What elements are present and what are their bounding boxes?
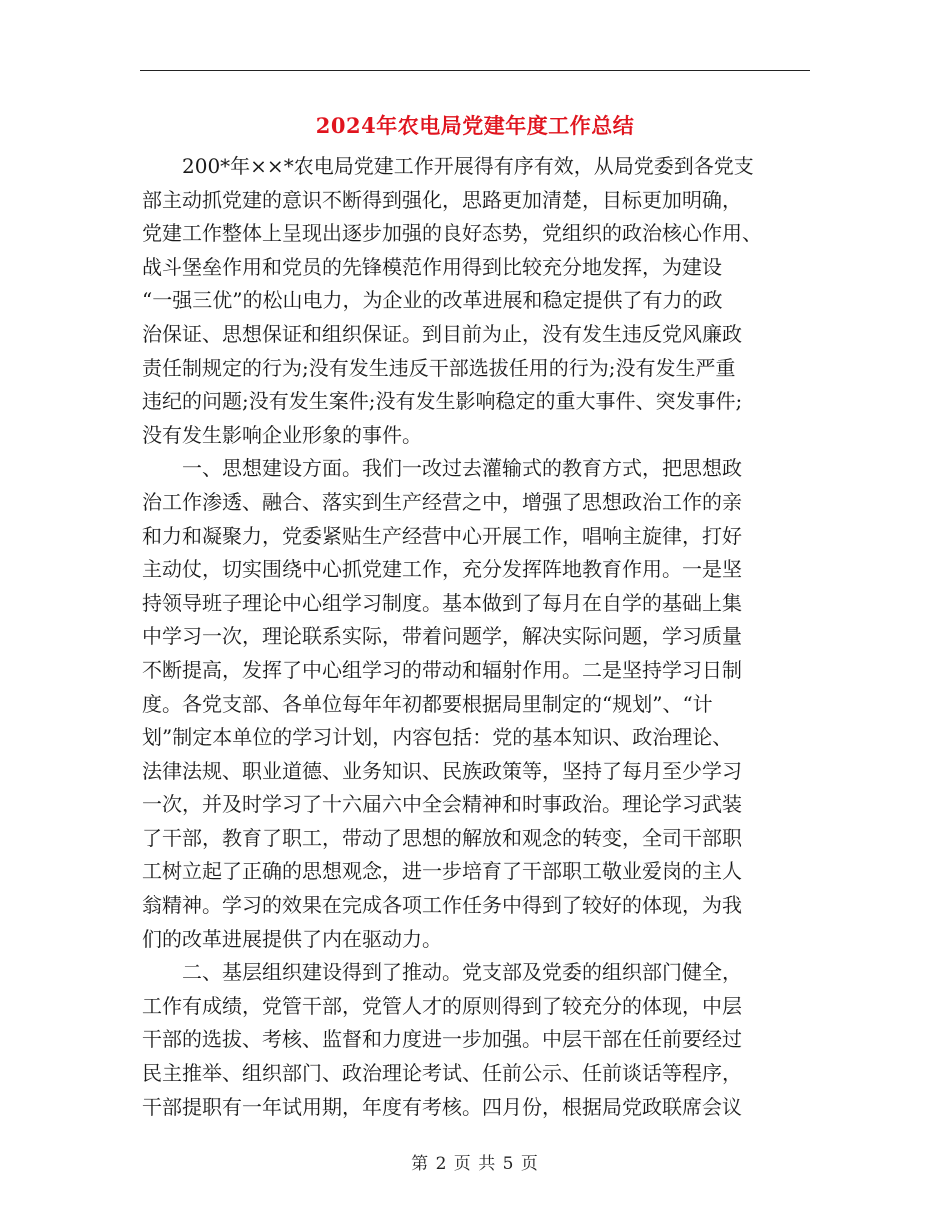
document-title: 2024年农电局党建年度工作总结	[315, 113, 635, 138]
text-line: 们的改革进展提供了内在驱动力。	[142, 926, 442, 951]
text-line: 度。各党支部、各单位每年年初都要根据局里制定的“规划”、“计	[142, 691, 713, 716]
text-line: 战斗堡垒作用和党员的先锋模范作用得到比较充分地发挥，为建设	[142, 254, 722, 279]
text-line: 二、基层组织建设得到了推动。党支部及党委的组织部门健全，	[182, 960, 742, 985]
text-line: 干部的选拔、考核、监督和力度进一步加强。中层干部在任前要经过	[142, 1027, 742, 1052]
text-line: 一、思想建设方面。我们一改过去灌输式的教育方式，把思想政	[182, 456, 742, 481]
text-line: 部主动抓党建的意识不断得到强化，思路更加清楚，目标更加明确，	[142, 187, 742, 212]
text-line: 干部提职有一年试用期，年度有考核。四月份，根据局党政联席会议	[142, 1094, 742, 1119]
text-line: 持领导班子理论中心组学习制度。基本做到了每月在自学的基础上集	[142, 590, 742, 615]
text-line: 200*年××*农电局党建工作开展得有序有效，从局党委到各党支	[182, 154, 754, 178]
text-line: 责任制规定的行为;没有发生违反干部选拔任用的行为;没有发生严重	[142, 355, 736, 380]
text-line: 翁精神。学习的效果在完成各项工作任务中得到了较好的体现，为我	[142, 893, 742, 918]
text-line: 一次，并及时学习了十六届六中全会精神和时事政治。理论学习武装	[142, 792, 742, 817]
text-line: 不断提高，发挥了中心组学习的带动和辐射作用。二是坚持学习日制	[142, 657, 742, 682]
paragraph-grassroots-organization	[142, 956, 810, 1124]
text-line: 了干部，教育了职工，带动了思想的解放和观念的转变，全司干部职	[142, 825, 742, 850]
text-line: 治保证、思想保证和组织保证。到目前为止，没有发生违反党风廉政	[142, 321, 742, 346]
header-rule	[140, 70, 810, 71]
text-line: 中学习一次，理论联系实际，带着问题学，解决实际问题，学习质量	[142, 624, 742, 649]
text-line: 治工作渗透、融合、落实到生产经营之中，增强了思想政治工作的亲	[142, 489, 742, 514]
text-line: 没有发生影响企业形象的事件。	[142, 422, 422, 447]
page-number-footer: 第 2 页 共 5 页	[411, 1154, 539, 1174]
text-line: 工作有成绩，党管干部，党管人才的原则得到了较充分的体现，中层	[142, 993, 742, 1018]
document-body	[142, 150, 810, 1124]
text-line: 违纪的问题;没有发生案件;没有发生影响稳定的重大事件、突发事件;	[142, 389, 743, 414]
text-line: 工树立起了正确的思想观念，进一步培育了干部职工敬业爱岗的主人	[142, 859, 742, 884]
paragraph-ideological-building	[142, 452, 810, 956]
text-line: 主动仗，切实围绕中心抓党建工作，充分发挥阵地教育作用。一是坚	[142, 557, 742, 582]
text-line: “一强三优”的松山电力，为企业的改革进展和稳定提供了有力的政	[142, 288, 723, 313]
text-line: 法律法规、职业道德、业务知识、民族政策等，坚持了每月至少学习	[142, 758, 742, 783]
text-line: 党建工作整体上呈现出逐步加强的良好态势，党组织的政治核心作用、	[142, 221, 762, 246]
text-line: 和力和凝聚力，党委紧贴生产经营中心开展工作，唱响主旋律，打好	[142, 523, 742, 548]
text-line: 民主推举、组织部门、政治理论考试、任前公示、任前谈话等程序，	[142, 1061, 742, 1086]
paragraph-intro	[142, 150, 810, 452]
text-line: 划”制定本单位的学习计划，内容包括：党的基本知识、政治理论、	[142, 725, 733, 750]
